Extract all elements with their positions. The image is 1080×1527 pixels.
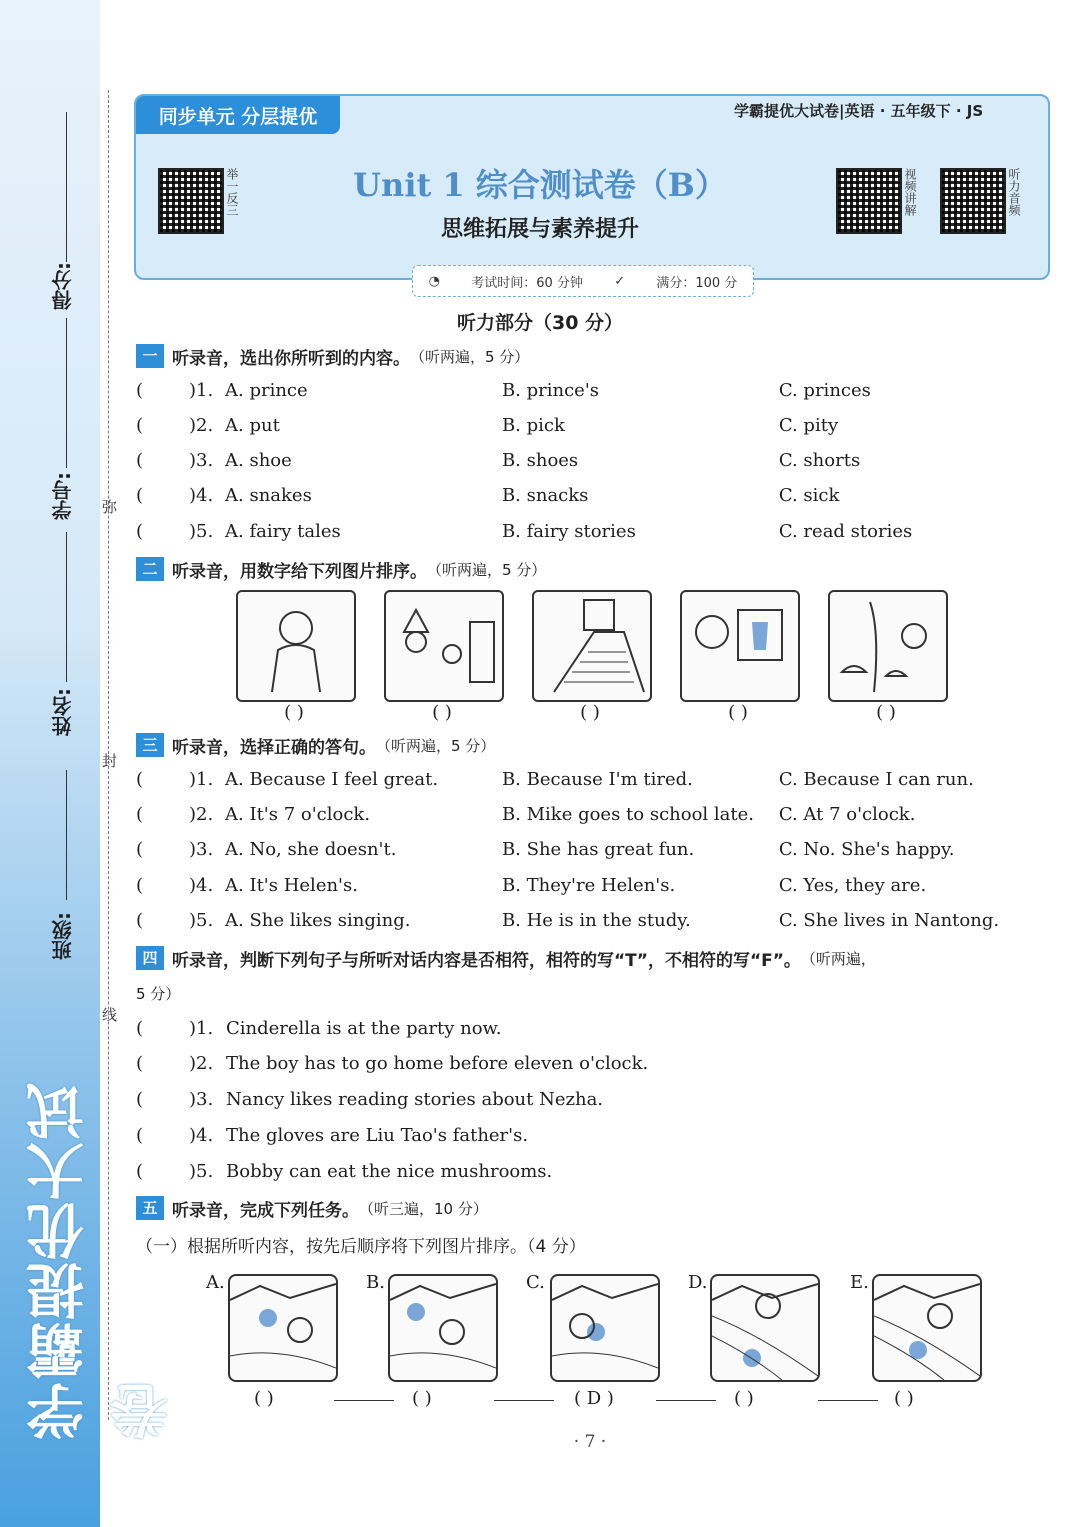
picture-letter: C. xyxy=(526,1272,545,1293)
question-2-title: 二 听录音，用数字给下列图片排序。 （听两遍，5 分） xyxy=(136,556,546,582)
series-tag: 同步单元 分层提优 xyxy=(136,96,340,134)
qr-label: 举一反三 xyxy=(225,168,239,216)
picture-letter: D. xyxy=(688,1272,708,1293)
q4-row: ( )1. Cinderella is at the party now. xyxy=(136,1017,502,1039)
q1-row: ( )1. A. prince B. prince's C. princes xyxy=(136,379,871,401)
arrow-right-icon xyxy=(334,1400,394,1401)
picture-squirrel-river xyxy=(710,1274,820,1382)
answer-blank[interactable]: ( ) xyxy=(580,702,600,723)
score-line xyxy=(66,112,67,262)
section-heading: 听力部分（30 分） xyxy=(456,312,624,334)
sequence-blank[interactable]: ( ) xyxy=(412,1388,432,1409)
student-id-label: 学号: xyxy=(51,472,75,520)
picture-squirrel-ball xyxy=(550,1274,660,1382)
q3-row: ( )4. A. It's Helen's. B. They're Helen's. C. Yes, they are. xyxy=(136,874,927,896)
sequence-blank[interactable]: ( ) xyxy=(734,1388,754,1409)
q4-row: ( )4. The gloves are Liu Tao's father's. xyxy=(136,1124,529,1146)
class-line xyxy=(66,770,67,900)
qr-code-icon[interactable] xyxy=(836,168,902,234)
exam-info-box xyxy=(412,265,754,297)
picture-fairy-girl xyxy=(384,590,504,702)
q3-row: ( )1. A. Because I feel great. B. Because I'm tired. C. Because I can run. xyxy=(136,768,974,790)
page-subtitle: 思维拓展与素养提升 xyxy=(440,217,639,242)
arrow-right-icon xyxy=(818,1400,878,1401)
picture-letter: B. xyxy=(366,1272,385,1293)
full-score: 满分：100 分 xyxy=(656,275,738,291)
exam-time: 考试时间：60 分钟 xyxy=(471,275,583,291)
question-number: 四 xyxy=(136,946,164,970)
answer-blank[interactable]: ( ) xyxy=(284,702,304,723)
question-number: 一 xyxy=(136,344,164,368)
question-5-title: 五 听录音，完成下列任务。 （听三遍，10 分） xyxy=(136,1195,488,1221)
picture-girl-cold xyxy=(236,590,356,702)
binding-mark: 弥 xyxy=(102,498,118,516)
picture-squirrel-river xyxy=(872,1274,982,1382)
class-label: 班级: xyxy=(51,912,75,960)
q3-row: ( )3. A. No, she doesn't. B. She has great fun. C. No. She's happy. xyxy=(136,838,955,860)
question-5-subtask: （一）根据所听内容，按先后顺序将下列图片排序。（4 分） xyxy=(136,1237,586,1257)
series-name: 学霸提优大试卷|英语 · 五年级下 · JS xyxy=(734,102,984,120)
q4-row: ( )2. The boy has to go home before eleven o'clock. xyxy=(136,1052,649,1074)
sequence-blank[interactable]: ( ) xyxy=(254,1388,274,1409)
arrow-right-icon xyxy=(494,1400,554,1401)
qr-code-icon[interactable] xyxy=(158,168,224,234)
answer-blank[interactable]: ( ) xyxy=(876,702,896,723)
question-4-title: 四 听录音，判断下列句子与所听对话内容是否相符，相符的写“T”，不相符的写“F”。 （听两遍， xyxy=(136,945,876,971)
page-title: Unit 1 综合测试卷（B） xyxy=(353,166,727,204)
answer-blank[interactable]: ( ) xyxy=(432,702,452,723)
question-1-title: 一 听录音，选出你所听到的内容。 （听两遍，5 分） xyxy=(136,343,529,369)
picture-mushrooms xyxy=(828,590,948,702)
picture-squirrel-ball xyxy=(228,1274,338,1382)
page-number: · 7 · xyxy=(573,1432,607,1452)
name-label: 姓名: xyxy=(51,688,75,736)
check-icon: ✓ xyxy=(614,273,626,289)
qr-label: 听力音频 xyxy=(1007,168,1021,216)
q3-row: ( )5. A. She likes singing. B. He is in the study. C. She lives in Nantong. xyxy=(136,909,1000,931)
picture-letter: A. xyxy=(206,1272,225,1293)
question-number: 三 xyxy=(136,733,164,757)
question-3-title: 三 听录音，选择正确的答句。 （听两遍，5 分） xyxy=(136,732,495,758)
q1-row: ( )5. A. fairy tales B. fairy stories C. read stories xyxy=(136,520,913,542)
arrow-right-icon xyxy=(656,1400,716,1401)
sequence-blank[interactable]: ( ) xyxy=(894,1388,914,1409)
binding-mark: 线 xyxy=(102,1006,118,1024)
q4-row: ( )3. Nancy likes reading stories about Nezha. xyxy=(136,1088,604,1110)
q1-row: ( )2. A. put B. pick C. pity xyxy=(136,414,839,436)
q1-row: ( )4. A. snakes B. snacks C. sick xyxy=(136,484,840,506)
student-id-line xyxy=(66,318,67,468)
question-number: 二 xyxy=(136,557,164,581)
q1-row: ( )3. A. shoe B. shoes C. shorts xyxy=(136,449,861,471)
picture-painting xyxy=(680,590,800,702)
score-label: 得分: xyxy=(51,262,75,310)
binding-mark: 封 xyxy=(102,752,118,770)
q3-row: ( )2. A. It's 7 o'clock. B. Mike goes to school late. C. At 7 o'clock. xyxy=(136,803,916,825)
picture-squirrel-ball xyxy=(388,1274,498,1382)
question-4-note: 5 分） xyxy=(136,985,181,1003)
qr-code-icon[interactable] xyxy=(940,168,1006,234)
name-line xyxy=(66,532,67,682)
question-number: 五 xyxy=(136,1196,164,1220)
sequence-blank[interactable]: ( D ) xyxy=(574,1388,614,1409)
qr-label: 视频讲解 xyxy=(903,168,917,216)
q4-row: ( )5. Bobby can eat the nice mushrooms. xyxy=(136,1160,553,1182)
picture-letter: E. xyxy=(850,1272,869,1293)
brand-vertical-title: 学霸提优大试卷 xyxy=(26,1080,178,1440)
answer-blank[interactable]: ( ) xyxy=(728,702,748,723)
picture-stairs xyxy=(532,590,652,702)
clock-icon: ◔ xyxy=(428,273,440,289)
